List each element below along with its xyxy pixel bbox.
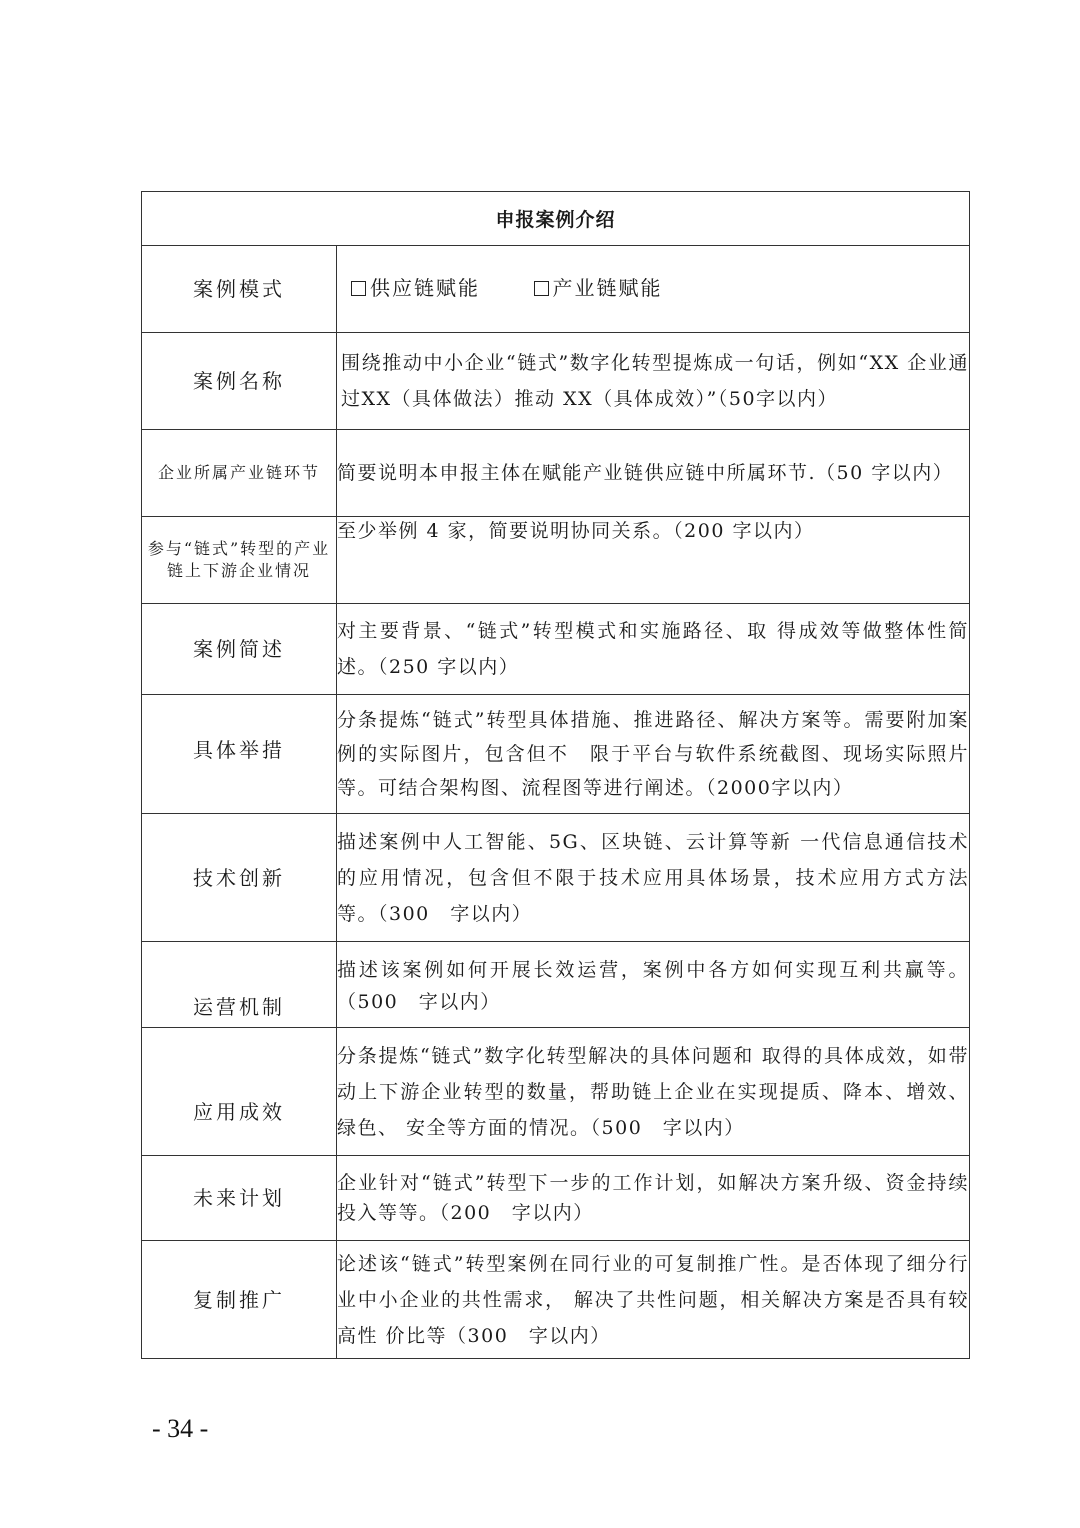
table-row-case-name <box>142 333 970 430</box>
case-introduction-table <box>141 191 970 1359</box>
option-supply-chain-label: 供应链赋能 <box>370 276 480 301</box>
row-content-partner-enterprises: 至少举例 4 家，简要说明协同关系。（200 字以内） <box>337 517 970 604</box>
row-label-tech-innovation: 技术创新 <box>142 814 337 942</box>
table-row-chain-segment <box>142 430 970 517</box>
table-row-tech-innovation <box>142 814 970 942</box>
row-label-future-plan: 未来计划 <box>142 1156 337 1241</box>
row-label-case-mode: 案例模式 <box>142 246 337 333</box>
row-content-specific-measures: 分条提炼“链式”转型具体措施、推进路径、解决方案等。需要附加案例的实际图片，包含但不 限于平台与软件系统截图、现场实际照片等。可结合架构图、流程图等进行阐述。（2000字以内） <box>337 695 970 814</box>
table-title: 申报案例介绍 <box>142 192 970 246</box>
row-content-future-plan: 企业针对“链式”转型下一步的工作计划，如解决方案升级、资金持续投入等等。（200 字以内） <box>337 1156 970 1241</box>
option-industry-chain[interactable] <box>534 270 663 306</box>
table-row-case-summary <box>142 604 970 695</box>
row-label-operation-mechanism: 运营机制 <box>142 942 337 1028</box>
row-content-case-summary: 对主要背景、“链式”转型模式和实施路径、取 得成效等做整体性简述。（250 字以内） <box>337 604 970 695</box>
row-label-case-name: 案例名称 <box>142 333 337 430</box>
row-label-chain-segment: 企业所属产业链环节 <box>142 430 337 517</box>
table-title-row <box>142 192 970 246</box>
row-label-case-summary: 案例简述 <box>142 604 337 695</box>
row-content-tech-innovation: 描述案例中人工智能、5G、区块链、云计算等新 一代信息通信技术的应用情况，包含但不限于技术应用具体场景，技术应用方式方法等。（300 字以内） <box>337 814 970 942</box>
row-label-replication: 复制推广 <box>142 1241 337 1359</box>
row-content-chain-segment: 简要说明本申报主体在赋能产业链供应链中所属环节.（50 字以内） <box>337 430 970 517</box>
row-content-operation-mechanism: 描述该案例如何开展长效运营，案例中各方如何实现互利共赢等。（500 字以内） <box>337 942 970 1028</box>
table-row-operation-mechanism <box>142 942 970 1028</box>
option-industry-chain-label: 产业链赋能 <box>552 276 663 301</box>
checkbox-industry-chain[interactable] <box>534 281 549 296</box>
table-row-partner-enterprises <box>142 517 970 604</box>
table-row-application-results <box>142 1028 970 1156</box>
row-content-case-name: 围绕推动中小企业“链式”数字化转型提炼成一句话，例如“XX 企业通过XX（具体做法）推动 XX（具体成效）”（50字以内） <box>337 333 970 430</box>
row-label-partner-enterprises: 参与“链式”转型的产业链上下游企业情况 <box>142 517 337 604</box>
checkbox-supply-chain[interactable] <box>351 281 366 296</box>
table-row-replication <box>142 1241 970 1359</box>
option-supply-chain[interactable] <box>351 270 480 306</box>
table-row-future-plan <box>142 1156 970 1241</box>
row-content-replication: 论述该“链式”转型案例在同行业的可复制推广性。是否体现了细分行业中小企业的共性需求， 解决了共性问题，相关解决方案是否具有较高性 价比等（300 字以内） <box>337 1241 970 1359</box>
case-mode-options <box>337 246 970 333</box>
table-row-specific-measures <box>142 695 970 814</box>
page-number: - 34 - <box>152 1414 209 1443</box>
row-label-specific-measures: 具体举措 <box>142 695 337 814</box>
row-content-application-results: 分条提炼“链式”数字化转型解决的具体问题和 取得的具体成效，如带动上下游企业转型的数量，帮助链上企业在实现提质、降本、增效、绿色、 安全等方面的情况。（500 字以内） <box>337 1028 970 1156</box>
row-label-application-results: 应用成效 <box>142 1028 337 1156</box>
table-row-case-mode <box>142 246 970 333</box>
